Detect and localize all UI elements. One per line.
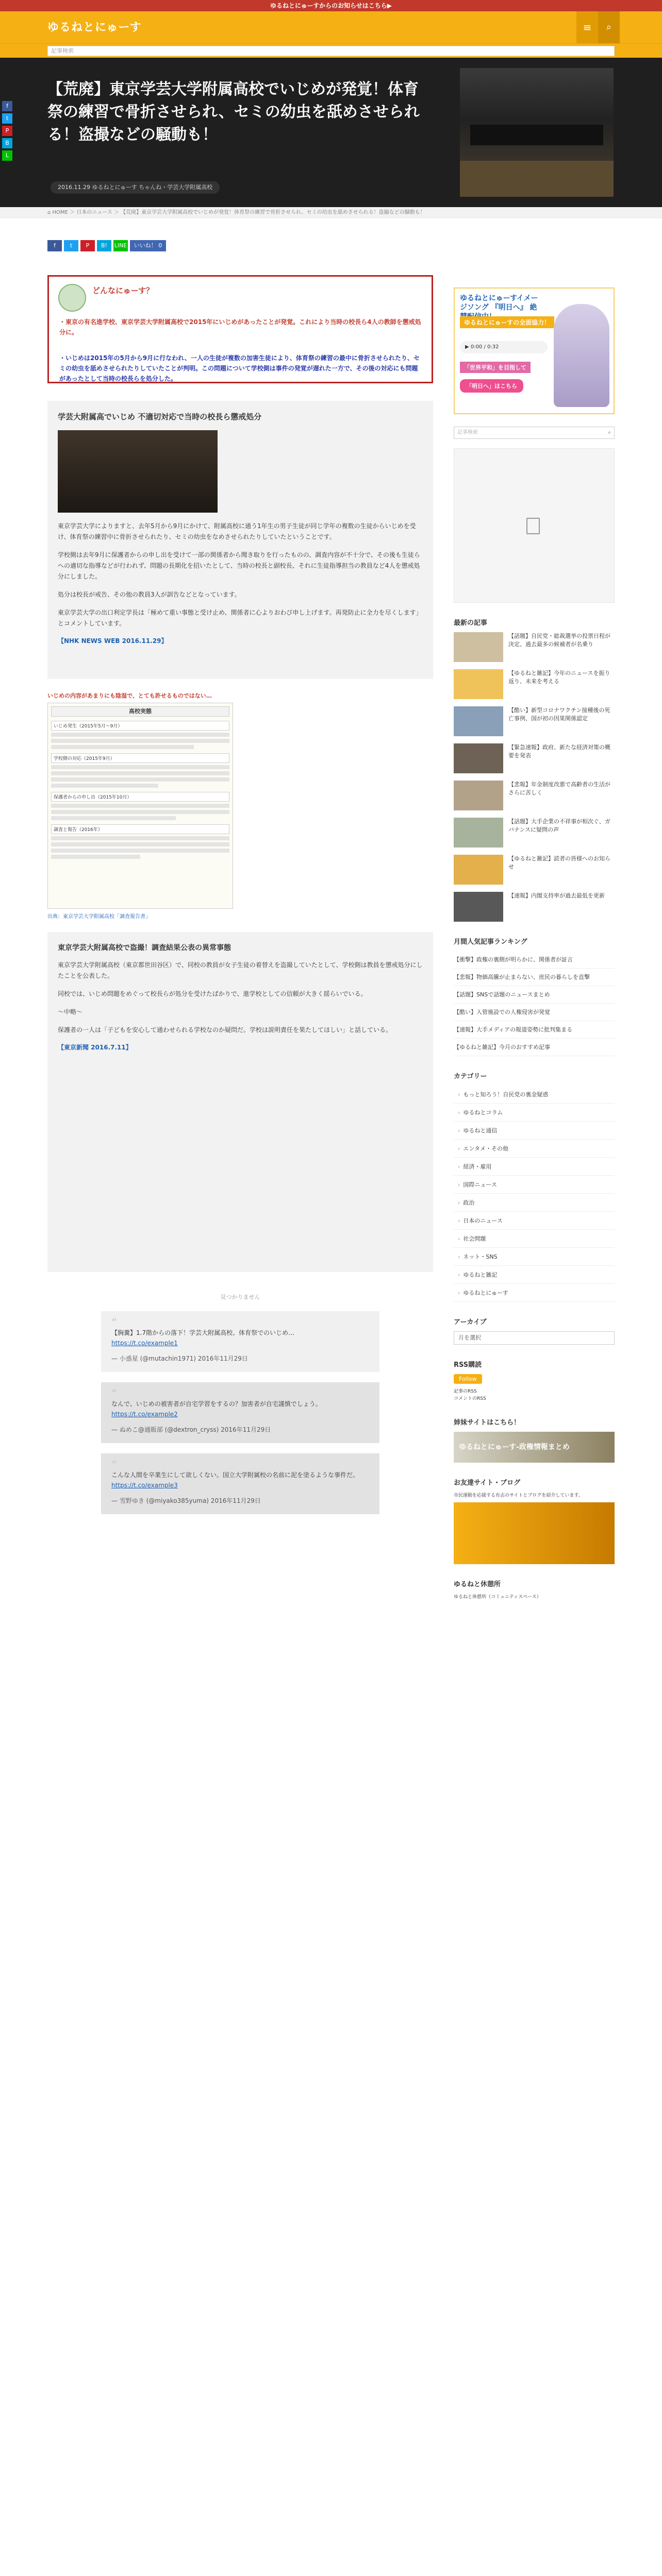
- recommend-banner[interactable]: [454, 1502, 615, 1564]
- site-logo[interactable]: ゆるねとにゅーす: [47, 21, 142, 34]
- hero-banner: [0, 58, 662, 207]
- character-illustration: [554, 304, 609, 407]
- comment-label: いじめの内容があまりにも陰湿で、とても許せるものではない…: [47, 692, 212, 699]
- category-item[interactable]: › ゆるねと雑記: [454, 1266, 615, 1284]
- rest-heading: ゆるねと休憩所: [454, 1581, 501, 1588]
- tweet-link[interactable]: https://t.co/example1: [111, 1340, 178, 1347]
- audio-player[interactable]: ▶ 0:00 / 0:32: [460, 341, 548, 353]
- thumbnail: [454, 818, 503, 848]
- summary-point-1: ・東京の有名進学校、東京学芸大学附属高校で2015年にいじめがあったことが発覚。これにより当時の校長ら4人の教師を懲戒処分に。: [59, 318, 421, 336]
- theme-song-button[interactable]: 「明日へ」はこちら: [460, 379, 523, 393]
- rest-text[interactable]: ゆるねと休憩所（コミュニティスペース）: [454, 1595, 541, 1600]
- recent-item[interactable]: 【悲報】年金制度改悪で高齢者の生活がさらに苦しく: [454, 781, 615, 810]
- quote-icon: “: [111, 1459, 118, 1472]
- tweet-author[interactable]: — 雪野ゆき (@miyako385yuma) 2016年11月29日: [111, 1497, 261, 1504]
- quote-block-nhk: [47, 401, 433, 679]
- search-icon[interactable]: ⌕: [608, 430, 611, 435]
- tweet-link[interactable]: https://t.co/example2: [111, 1411, 178, 1418]
- like-button[interactable]: いいね！ 0: [130, 240, 166, 251]
- facebook-icon[interactable]: f: [2, 101, 12, 111]
- sidebar-search-input[interactable]: 記事検索 ⌕: [454, 427, 615, 439]
- ranking-item[interactable]: 【速報】大手メディアの報道姿勢に批判集まる: [454, 1021, 615, 1039]
- quote-paragraph: 処分は校長が戒告、その他の教員3人が訓告などとなっています。: [58, 591, 241, 598]
- excerpt-section: 学校側の対応（2015年9月）: [51, 753, 229, 763]
- embedded-tweet: [101, 1382, 379, 1443]
- excerpt-section: 保護者からの申し出（2015年10月）: [51, 792, 229, 802]
- embedded-tweet: [101, 1453, 379, 1514]
- recommend-text: 市民運動を応援する有志のサイトとブログを紹介しています。: [454, 1493, 583, 1498]
- excerpt-section: 調査と報告（2016年）: [51, 824, 229, 834]
- site-header: [0, 11, 662, 43]
- line-icon[interactable]: L: [2, 150, 12, 161]
- news-photo: [58, 430, 218, 513]
- floating-share: [2, 101, 13, 163]
- summary-title: どんなにゅーす？: [92, 286, 154, 295]
- quote-paragraph: 同校では、いじめ問題をめぐって校長らが処分を受けたばかりで、進学校としての信頼が大きく揺らいでいる。: [58, 990, 367, 997]
- tweet-section: [47, 1293, 433, 1514]
- excerpt-title: 高校実態: [51, 706, 229, 717]
- category-item[interactable]: › エンタメ・その他: [454, 1140, 615, 1158]
- category-item[interactable]: › 国際ニュース: [454, 1176, 615, 1194]
- thumbnail: [454, 632, 503, 662]
- theme-song-ad: [454, 287, 615, 414]
- ranking-heading: 月間人気記事ランキング: [454, 938, 527, 946]
- thumbnail: [454, 781, 503, 810]
- quote-paragraph: 学校側は去年9月に保護者からの申し出を受けて一部の関係者から聞き取りを行ったものの、調査内容が不十分で、その後も生徒らへの適切な指導などが行われず、問題の長期化を招いたとして、当時の校長と副校長、それに生徒指導担当の教員など4人を懲戒処分にしました。: [58, 551, 420, 580]
- ranking-item[interactable]: 【酷い】入管施設での人権侵害が発覚: [454, 1004, 615, 1021]
- tweet-text: なんで、いじめの被害者が自宅学習をするの？加害者が自宅謹慎でしょう。: [111, 1400, 322, 1408]
- quote-paragraph: 〜中略〜: [58, 1008, 83, 1015]
- thumbnail: [454, 669, 503, 699]
- pinterest-icon[interactable]: P: [2, 126, 12, 136]
- recent-item[interactable]: 【ゆるねと雑記】今年のニュースを振り返り、未来を考える: [454, 669, 615, 699]
- ad-subtitle: ゆるねとにゅーすの全面協力！: [460, 316, 554, 328]
- tweet-text: 【胸糞】1.7階からの落下！学芸大附属高校、体育祭でのいじめ…: [111, 1329, 295, 1336]
- twitter-icon[interactable]: t: [2, 113, 12, 124]
- excerpt-caption[interactable]: 出典：東京学芸大学附属高校「調査報告書」: [47, 914, 151, 920]
- recent-item[interactable]: 【話題】大手企業の不祥事が相次ぐ、ガバナンスに疑問の声: [454, 818, 615, 848]
- recent-item[interactable]: 【速報】内閣支持率が過去最低を更新: [454, 892, 615, 922]
- document-icon: [526, 518, 540, 534]
- summary-point-2: ・いじめは2015年の5月から9月に行なわれ、一人の生徒が複数の加害生徒により、体育祭の練習の最中に骨折させられたり、セミの幼虫を舐めさせられたりしていたことが判明。この問題について学校側は事件の発覚が遅れた一方で、その後の対応にも問題があったとして当時の校長らを処分した。: [59, 354, 420, 382]
- hero-photo: [460, 68, 614, 197]
- quote-heading: 東京学芸大附属高校で盗撮！調査結果公表の異常事態: [58, 944, 231, 952]
- share-facebook[interactable]: f: [47, 240, 62, 251]
- recent-item[interactable]: 【話題】自民党・総裁選挙の投票日程が決定、過去最多の候補者が名乗り: [454, 632, 615, 662]
- ad-title: ゆるねとにゅーすイメージソング 『明日へ』 絶: [460, 294, 538, 312]
- ranking-item[interactable]: 【話題】SNSで話題のニュースまとめ: [454, 986, 615, 1004]
- category-item[interactable]: › 社会問題: [454, 1230, 615, 1248]
- partner-heading: 姉妹サイトはこちら！: [454, 1419, 521, 1427]
- recent-item[interactable]: 【緊急速報】政府、新たな経済対策の概要を発表: [454, 743, 615, 773]
- article-meta: 2016.11.29 ゆるねとにゅーす ちゃんね・学芸大学附属高校: [51, 181, 220, 194]
- rss-link[interactable]: 記事のRSS: [454, 1389, 477, 1394]
- quote-source-link[interactable]: 【NHK NEWS WEB 2016.11.29】: [58, 637, 168, 645]
- rss-link[interactable]: コメントのRSS: [454, 1396, 486, 1401]
- thumbnail: [454, 855, 503, 885]
- category-item[interactable]: › 政治: [454, 1194, 615, 1212]
- category-item[interactable]: › もっと知ろう！自民党の裏金疑惑: [454, 1086, 615, 1104]
- summary-box: [47, 275, 433, 383]
- tweet-author[interactable]: — 小惑星 (@mutachin1971) 2016年11月29日: [111, 1355, 248, 1362]
- quote-paragraph: 保護者の一人は「子どもを安心して通わせられる学校なのか疑問だ。学校は説明責任を果たしてほしい」と話している。: [58, 1026, 392, 1033]
- recent-list: [454, 632, 615, 922]
- quote-source-link[interactable]: 【東京新聞 2016.7.11】: [58, 1044, 132, 1051]
- ranking-item[interactable]: 【衝撃】政権の裏側が明らかに、関係者が証言: [454, 951, 615, 969]
- recommend-heading: お友達サイト・ブログ: [454, 1479, 521, 1487]
- category-heading: カテゴリー: [454, 1073, 487, 1080]
- rss-heading: RSS購読: [454, 1361, 482, 1369]
- search-input[interactable]: 記事検索: [47, 46, 615, 56]
- category-item[interactable]: › ゆるねとにゅーす: [454, 1284, 615, 1302]
- category-item[interactable]: › ゆるねと通信: [454, 1122, 615, 1140]
- mascot-icon: [58, 284, 86, 312]
- recent-heading: 最新の記事: [454, 619, 488, 627]
- quote-icon: “: [111, 1388, 118, 1401]
- tweet-author[interactable]: — ぬめこ@通販部 (@dextron_cryss) 2016年11月29日: [111, 1426, 271, 1433]
- category-item[interactable]: › ネット・SNS: [454, 1248, 615, 1266]
- hatena-icon[interactable]: B: [2, 138, 12, 148]
- search-bar: [0, 43, 662, 58]
- share-pinterest[interactable]: P: [80, 240, 95, 251]
- tweet-link[interactable]: https://t.co/example3: [111, 1482, 178, 1489]
- recent-item[interactable]: 【ゆるねと雑記】読者の皆様へのお知らせ: [454, 855, 615, 885]
- search-icon[interactable]: ⌕: [598, 11, 620, 43]
- ranking-item[interactable]: 【ゆるねと雑記】今月のおすすめ記事: [454, 1039, 615, 1056]
- share-hatena[interactable]: B!: [97, 240, 111, 251]
- thumbnail: [454, 706, 503, 736]
- main-content: [47, 237, 433, 1514]
- archive-heading: アーカイブ: [454, 1318, 487, 1326]
- quote-block-tokyo: [47, 932, 433, 1272]
- ad-placeholder: [454, 448, 615, 603]
- ranking-item[interactable]: 【悲報】物価高騰が止まらない、庶民の暮らしを直撃: [454, 969, 615, 986]
- recent-item[interactable]: 【酷い】新型コロナワクチン接種後の死亡事例、国が初の因果関係認定: [454, 706, 615, 736]
- excerpt-section: いじめ発生（2015年5月〜9月）: [51, 721, 229, 731]
- quote-heading: 学芸大附属高でいじめ 不適切対応で当時の校長ら懲戒処分: [58, 412, 262, 421]
- category-item[interactable]: › ゆるねとコラム: [454, 1104, 615, 1122]
- thumbnail: [454, 892, 503, 922]
- menu-icon[interactable]: ≡: [576, 11, 598, 43]
- share-bar: [47, 240, 433, 255]
- share-twitter[interactable]: t: [64, 240, 78, 251]
- top-notice[interactable]: ゆるねとにゅーすからのお知らせはこちら▶: [0, 0, 662, 11]
- quote-paragraph: 東京学芸大学によりますと、去年5月から9月にかけて、附属高校に通う1年生の男子生徒が同じ学年の複数の生徒からいじめを受け、体育祭の練習中に骨折させられたり、セミの幼虫をなめさせられたりしていたということです。: [58, 522, 416, 540]
- thumbnail: [454, 743, 503, 773]
- article-title: 【荒廃】東京学芸大学附属高校でいじめが発覚！体育祭の練習で骨折させられ、セミの幼虫を舐めさせられる！盗撮などの騒動も！: [47, 80, 420, 144]
- embedded-tweet: [101, 1311, 379, 1372]
- partner-banner[interactable]: ゆるねとにゅーす-政権情報まとめ: [454, 1432, 615, 1463]
- report-excerpt-image: [47, 703, 233, 909]
- category-item[interactable]: › 経済・雇用: [454, 1158, 615, 1176]
- ad-tagline: 「世界平和」を目指して: [460, 362, 531, 373]
- archive-select[interactable]: 月を選択: [454, 1331, 615, 1345]
- quote-paragraph: 東京学芸大学の出口利定学長は「極めて重い事態と受け止め、関係者に心よりおわび申し上げます。再発防止に全力を尽くします」とコメントしています。: [58, 609, 422, 627]
- share-line[interactable]: LINE: [113, 240, 128, 251]
- sidebar: [454, 237, 615, 1601]
- moved-notice: 見つかりません: [220, 1294, 260, 1300]
- breadcrumb[interactable]: ⌂ HOME ＞ 日本のニュース ＞ 【荒廃】東京学芸大学附属高校でいじめが発覚！体育祭の練習で骨折させられ、セミの幼虫を舐めさせられる！盗撮などの騒動も！: [0, 207, 662, 218]
- quote-paragraph: 東京学芸大学附属高校（東京都世田谷区）で、同校の教員が女子生徒の着替えを盗撮していたとして、学校側は教員を懲戒処分にしたことを公表した。: [58, 961, 423, 979]
- category-item[interactable]: › 日本のニュース: [454, 1212, 615, 1230]
- tweet-text: こんな人間を卒業生にして欲しくない。国立大学附属校の名前に泥を塗るような事件だ。: [111, 1471, 359, 1479]
- quote-icon: “: [111, 1317, 118, 1330]
- follow-button[interactable]: Follow: [454, 1374, 482, 1384]
